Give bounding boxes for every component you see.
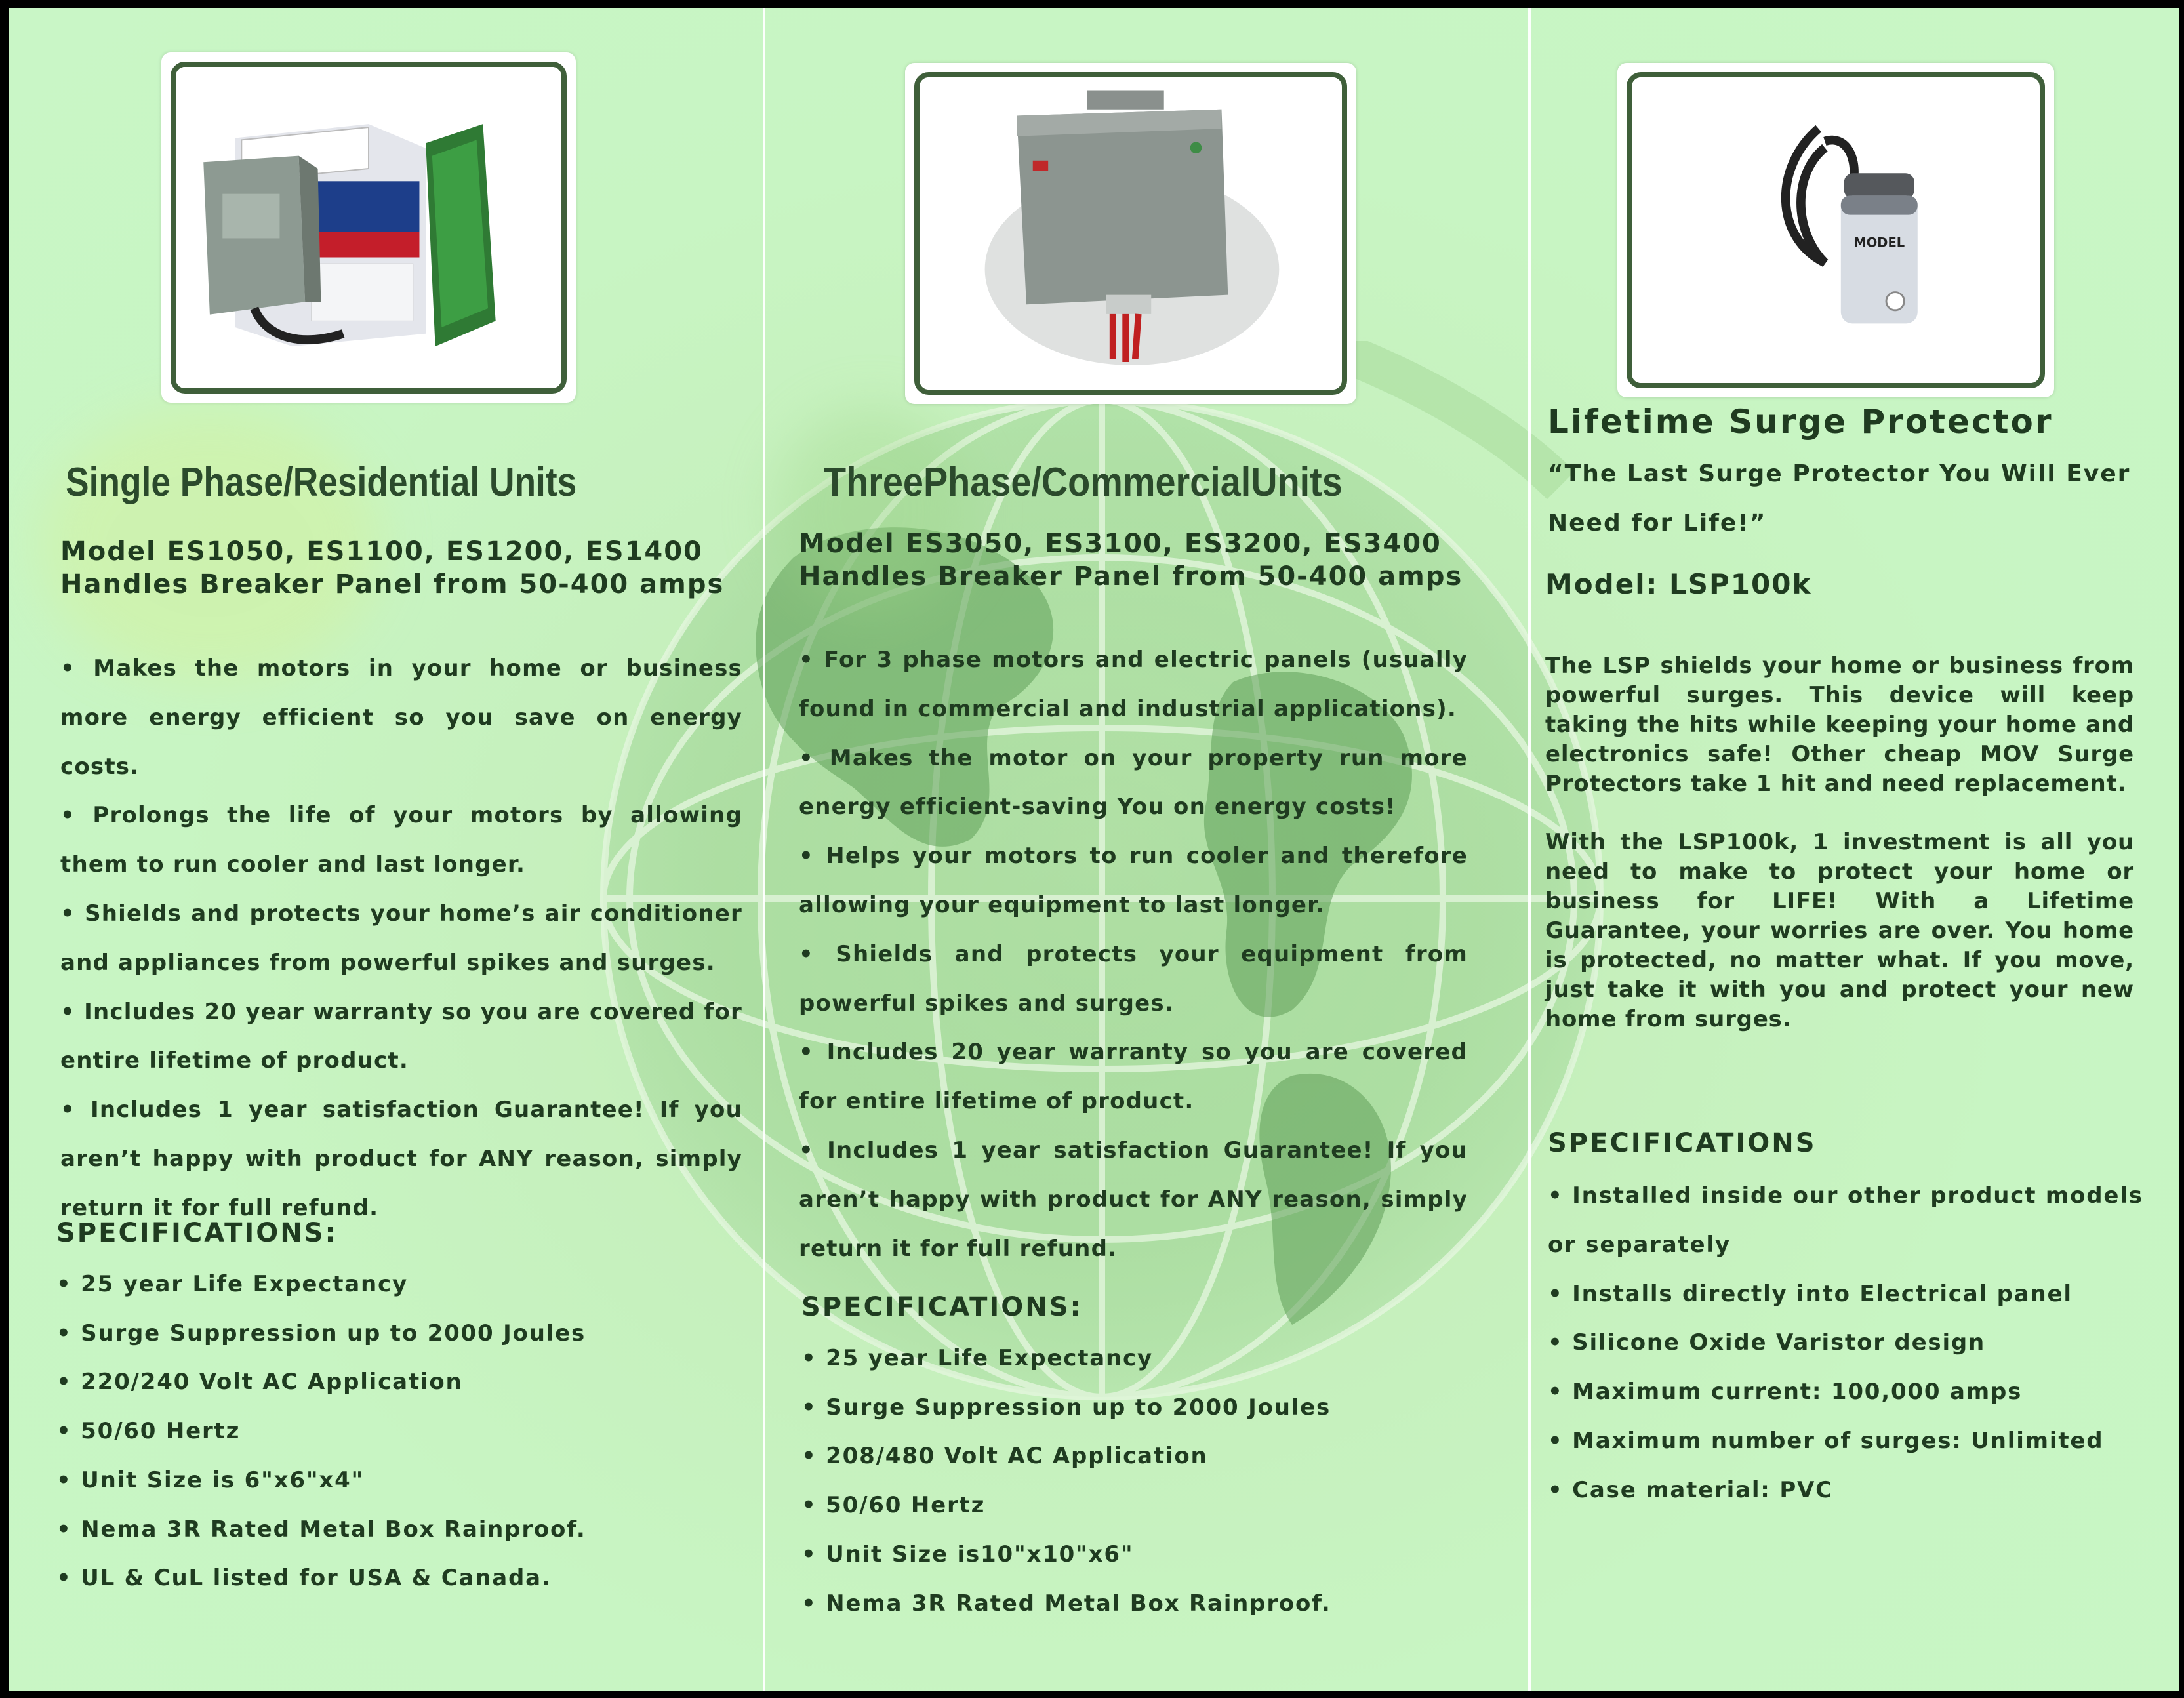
spec-item: • Installs directly into Electrical panel [1548,1280,2073,1307]
panel3-model: Model: LSP100k [1545,568,1812,600]
panel2-feature-list [799,636,1468,1273]
spec-item: • 25 year Life Expectancy [801,1345,1153,1371]
panel3-quote-line2: Need for Life!” [1548,510,1767,536]
panel3-description [1545,651,2134,1063]
frame-border [0,0,2184,8]
panel1-title: Single Phase/Residential Units [66,460,577,505]
panel2-models: Model ES3050, ES3100, ES3200, ES3400 [799,529,1442,559]
feature-item: • For 3 phase motors and electric panels (usually found in commercial and industrial applications). [799,647,1468,722]
panel1-spec-title: SPECIFICATIONS: [56,1218,338,1248]
feature-item: • Makes the motor on your property run more energy efficient-saving You on energy costs! [799,744,1468,820]
feature-item: • Includes 1 year satisfaction Guarantee! If you aren’t happy with product for ANY reason, simply return it for full refund. [60,1097,742,1221]
panel2-spec-title: SPECIFICATIONS: [801,1292,1083,1322]
spec-item: • Unit Size is10"x10"x6" [801,1541,1134,1567]
panel1-models: Model ES1050, ES1100, ES1200, ES1400 [60,536,703,567]
spec-item: • UL & CuL listed for USA & Canada. [56,1565,552,1592]
panel3-spec-title: SPECIFICATIONS [1548,1128,1817,1158]
panel3-quote-line1: “The Last Surge Protector You Will Ever [1548,460,2131,487]
feature-item: • Includes 20 year warranty so you are covered for entire lifetime of product. [60,998,742,1074]
frame-border [2179,0,2184,1698]
feature-item: • Makes the motors in your home or business more energy efficient so you save on energy costs. [60,655,742,780]
description-paragraph: With the LSP100k, 1 investment is all you need to make to protect your home or business for LIFE! With a Lifetime Guarantee, your worries are over. You home is protected, no matter what. If you move, just take it with you and protect your new home from surges. [1545,829,2134,1032]
commercial-unit-image [920,77,1342,390]
product-label: MODEL [1853,235,1905,251]
panel3-spec-list [1548,1171,2151,1515]
panel2-title: ThreePhase/CommercialUnits [824,460,1343,505]
spec-item: • 50/60 Hertz [56,1418,241,1445]
spec-item: • 25 year Life Expectancy [56,1271,408,1297]
spec-item: • Surge Suppression up to 2000 Joules [801,1394,1331,1421]
spec-item: • Nema 3R Rated Metal Box Rainproof. [801,1590,1331,1617]
spec-item: • Unit Size is 6"x6"x4" [56,1466,365,1493]
panel1-handles: Handles Breaker Panel from 50-400 amps [60,569,725,599]
fold-line-right [1528,0,1531,1698]
frame-border [0,0,9,1698]
spec-item: • Maximum current: 100,000 amps [1548,1379,2023,1405]
spec-item: • 50/60 Hertz [801,1492,986,1519]
description-paragraph: The LSP shields your home or business from powerful surges. This device will keep taking the hits while keeping your home and electronics safe! Other cheap MOV Surge Protectors take 1 hit and need replacement. [1545,653,2134,797]
commercial-unit-photo [905,63,1356,404]
residential-unit-image [176,67,561,388]
spec-item: • Silicone Oxide Varistor design [1548,1329,1986,1356]
spec-item: • Maximum number of surges: Unlimited [1548,1427,2104,1454]
feature-item: • Shields and protects your home’s air conditioner and appliances from powerful spikes and surges. [60,900,742,976]
residential-unit-photo [161,52,576,403]
spec-item: • 208/480 Volt AC Application [801,1443,1208,1470]
spec-item: • 220/240 Volt AC Application [56,1369,463,1396]
frame-border [0,1691,2184,1698]
spec-item: • Nema 3R Rated Metal Box Rainproof. [56,1516,586,1543]
feature-item: • Includes 1 year satisfaction Guarantee! If you aren’t happy with product for ANY reason, simply return it for full refund. [799,1137,1468,1262]
fold-line-left [763,0,765,1698]
panel2-handles: Handles Breaker Panel from 50-400 amps [799,561,1463,592]
panel1-spec-list [56,1260,586,1603]
surge-protector-image [1632,77,2040,383]
feature-item: • Shields and protects your equipment from powerful spikes and surges. [799,940,1468,1017]
feature-item: • Includes 20 year warranty so you are covered for entire lifetime of product. [799,1039,1468,1115]
feature-item: • Prolongs the life of your motors by allowing them to run cooler and last longer. [60,802,742,878]
panel1-feature-list [60,644,742,1233]
feature-item: • Helps your motors to run cooler and therefore allowing your equipment to last longer. [799,843,1468,918]
spec-item: • Case material: PVC [1548,1476,1833,1503]
surge-protector-photo [1617,63,2054,397]
panel2-spec-list [801,1334,1331,1628]
spec-item: • Installed inside our other product models or separately [1548,1183,2143,1258]
panel3-title: Lifetime Surge Protector [1548,403,2053,441]
spec-item: • Surge Suppression up to 2000 Joules [56,1320,586,1346]
